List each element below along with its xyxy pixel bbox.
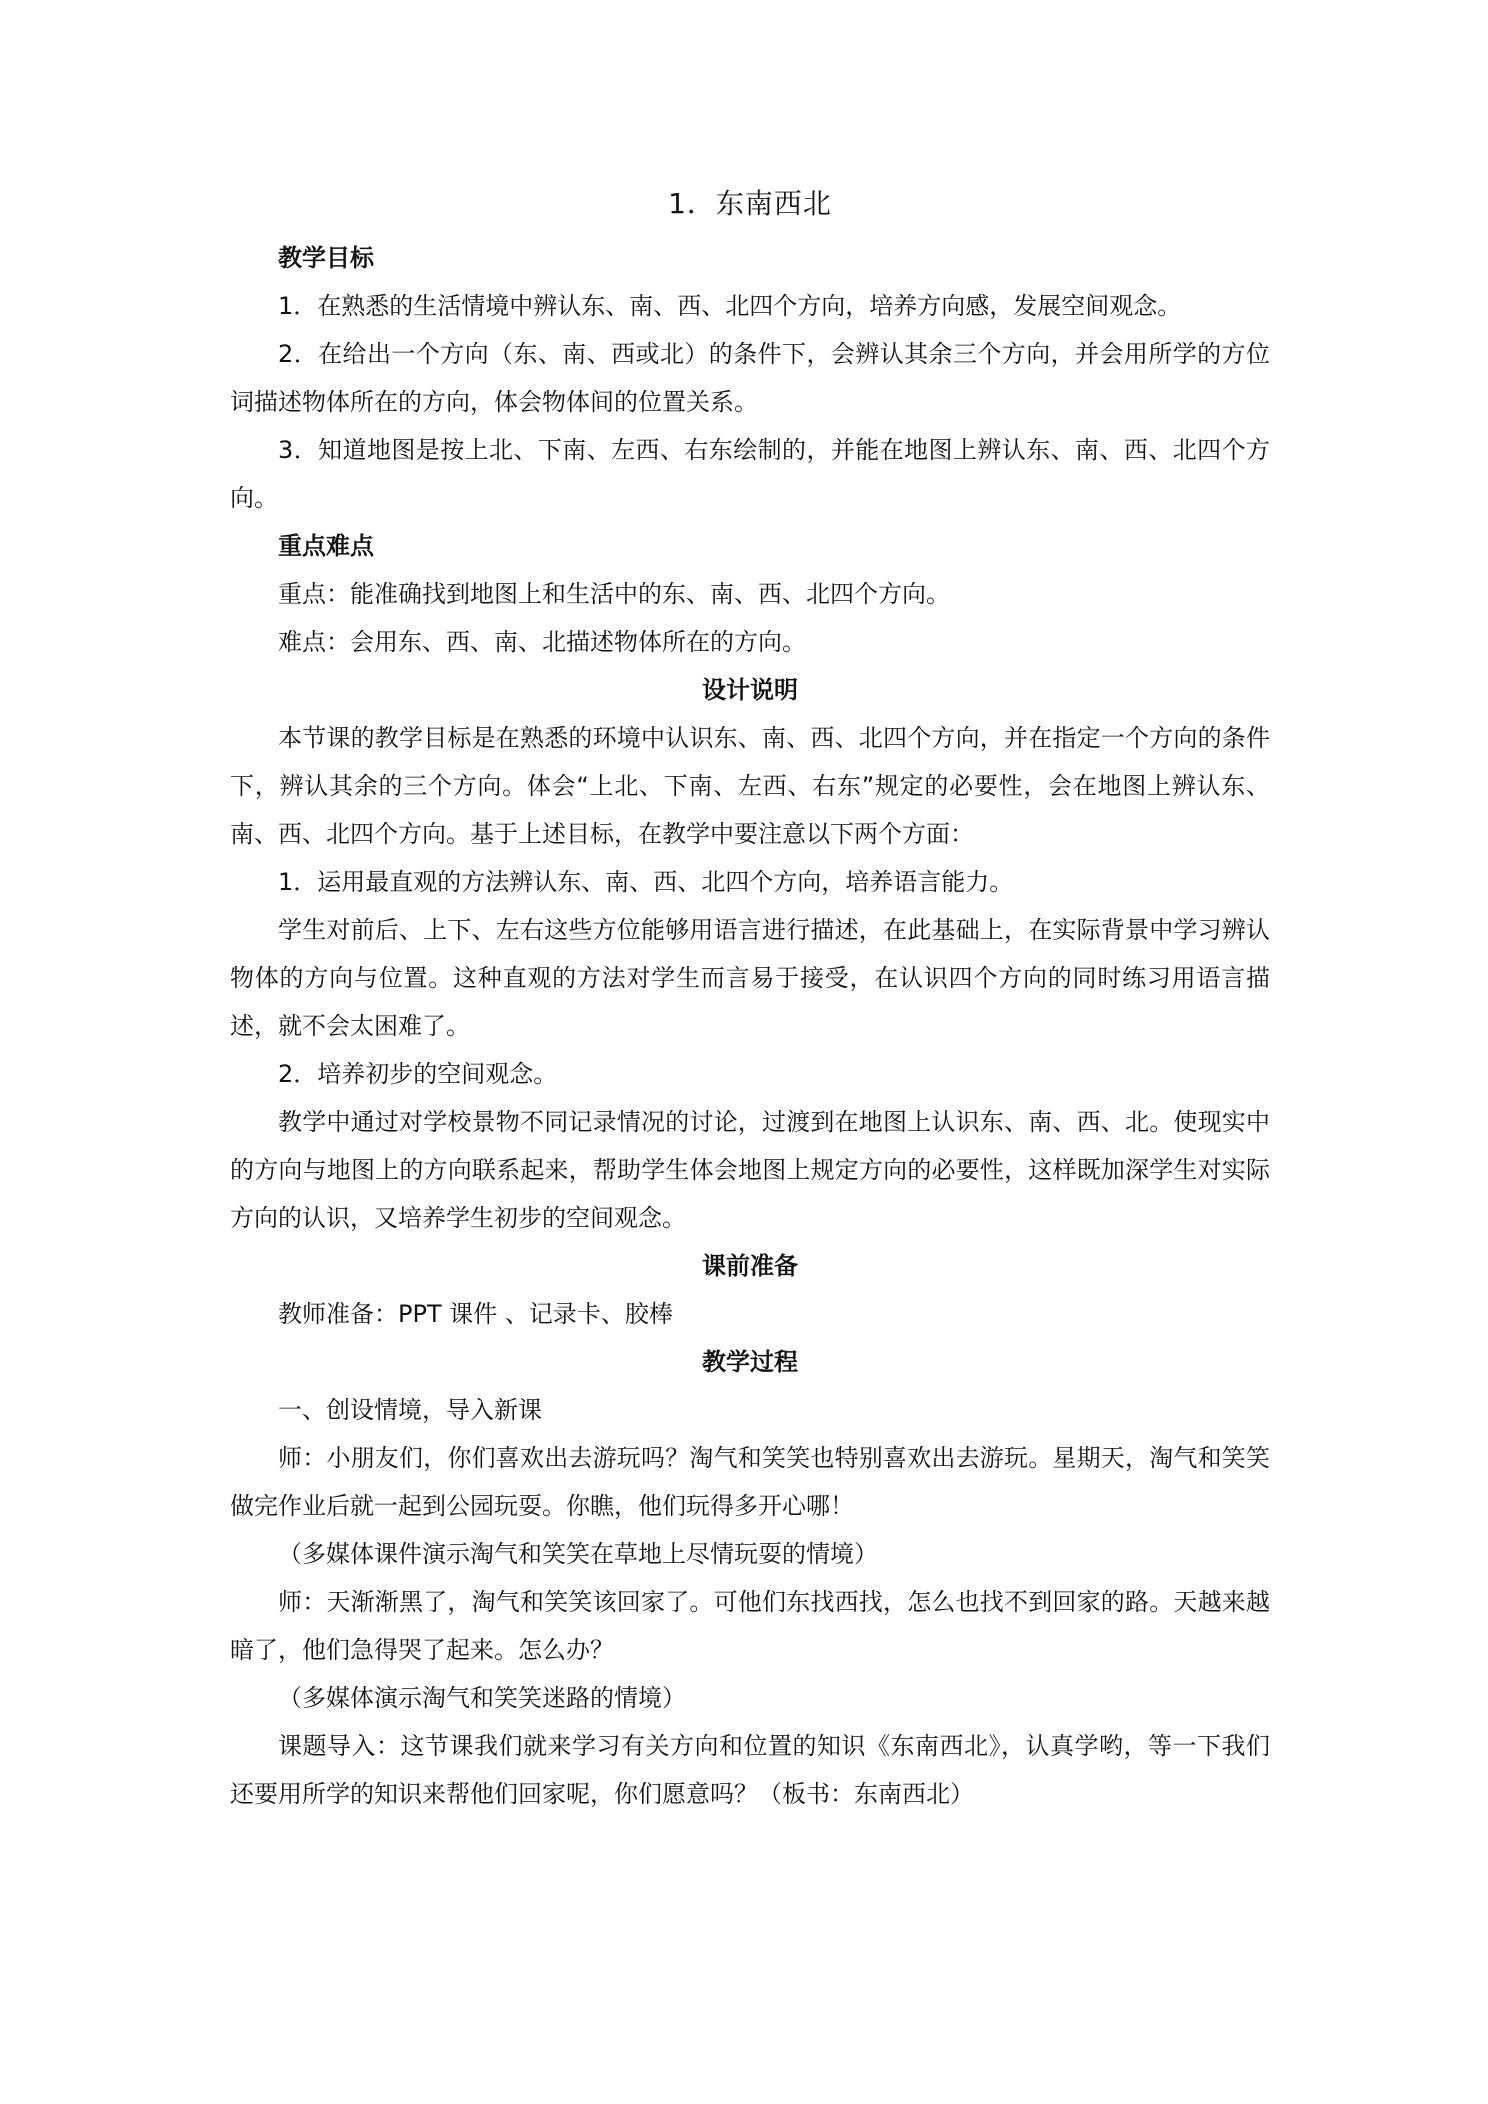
process-step-1: 一、创设情境，导入新课 xyxy=(278,1396,542,1424)
key-points-heading: 重点难点 xyxy=(278,532,374,560)
difficulty-text: 难点：会用东、西、南、北描述物体所在的方向。 xyxy=(278,628,806,656)
design-heading: 设计说明 xyxy=(702,676,798,704)
design-point-1-title: 1．运用最直观的方法辨认东、南、西、北四个方向，培养语言能力。 xyxy=(278,868,1014,896)
objective-item-3: 3．知道地图是按上北、下南、左西、右东绘制的，并能在地图上辨认东、南、西、北四个方向。 xyxy=(230,436,1270,512)
document-body xyxy=(230,180,1270,1818)
preparation-heading: 课前准备 xyxy=(702,1252,798,1280)
process-heading: 教学过程 xyxy=(702,1348,798,1376)
objectives-heading: 教学目标 xyxy=(278,244,374,272)
process-paragraph-3: 课题导入：这节课我们就来学习有关方向和位置的知识《东南西北》，认真学哟，等一下我们还要用所学的知识来帮他们回家呢，你们愿意吗？（板书：东南西北） xyxy=(230,1732,1270,1808)
process-paragraph-1: 师：小朋友们，你们喜欢出去游玩吗？淘气和笑笑也特别喜欢出去游玩。星期天，淘气和笑笑做完作业后就一起到公园玩耍。你瞧，他们玩得多开心哪！ xyxy=(230,1444,1270,1520)
objective-item-1: 1．在熟悉的生活情境中辨认东、南、西、北四个方向，培养方向感，发展空间观念。 xyxy=(278,292,1182,320)
lesson-title: 1．东南西北 xyxy=(668,187,832,220)
design-point-1-body: 学生对前后、上下、左右这些方位能够用语言进行描述，在此基础上，在实际背景中学习辨认物体的方向与位置。这种直观的方法对学生而言易于接受，在认识四个方向的同时练习用语言描述，就不会太困难了。 xyxy=(230,916,1270,1040)
design-intro: 本节课的教学目标是在熟悉的环境中认识东、南、西、北四个方向，并在指定一个方向的条件下，辨认其余的三个方向。体会“上北、下南、左西、右东”规定的必要性，会在地图上辨认东、南、西、北四个方向。基于上述目标，在教学中要注意以下两个方面： xyxy=(230,724,1270,848)
design-point-2-title: 2．培养初步的空间观念。 xyxy=(278,1060,558,1088)
key-point-text: 重点：能准确找到地图上和生活中的东、南、西、北四个方向。 xyxy=(278,580,950,608)
design-point-2-body: 教学中通过对学校景物不同记录情况的讨论，过渡到在地图上认识东、南、西、北。使现实中的方向与地图上的方向联系起来，帮助学生体会地图上规定方向的必要性，这样既加深学生对实际方向的认识，又培养学生初步的空间观念。 xyxy=(230,1108,1270,1232)
process-paragraph-2: 师：天渐渐黑了，淘气和笑笑该回家了。可他们东找西找，怎么也找不到回家的路。天越来越暗了，他们急得哭了起来。怎么办？ xyxy=(230,1588,1270,1664)
objective-item-2: 2．在给出一个方向（东、南、西或北）的条件下，会辨认其余三个方向，并会用所学的方位词描述物体所在的方向，体会物体间的位置关系。 xyxy=(230,340,1270,416)
teacher-preparation: 教师准备：PPT 课件 、记录卡、胶棒 xyxy=(278,1300,673,1328)
process-note-1: （多媒体课件演示淘气和笑笑在草地上尽情玩耍的情境） xyxy=(278,1540,878,1568)
process-note-2: （多媒体演示淘气和笑笑迷路的情境） xyxy=(278,1684,686,1712)
